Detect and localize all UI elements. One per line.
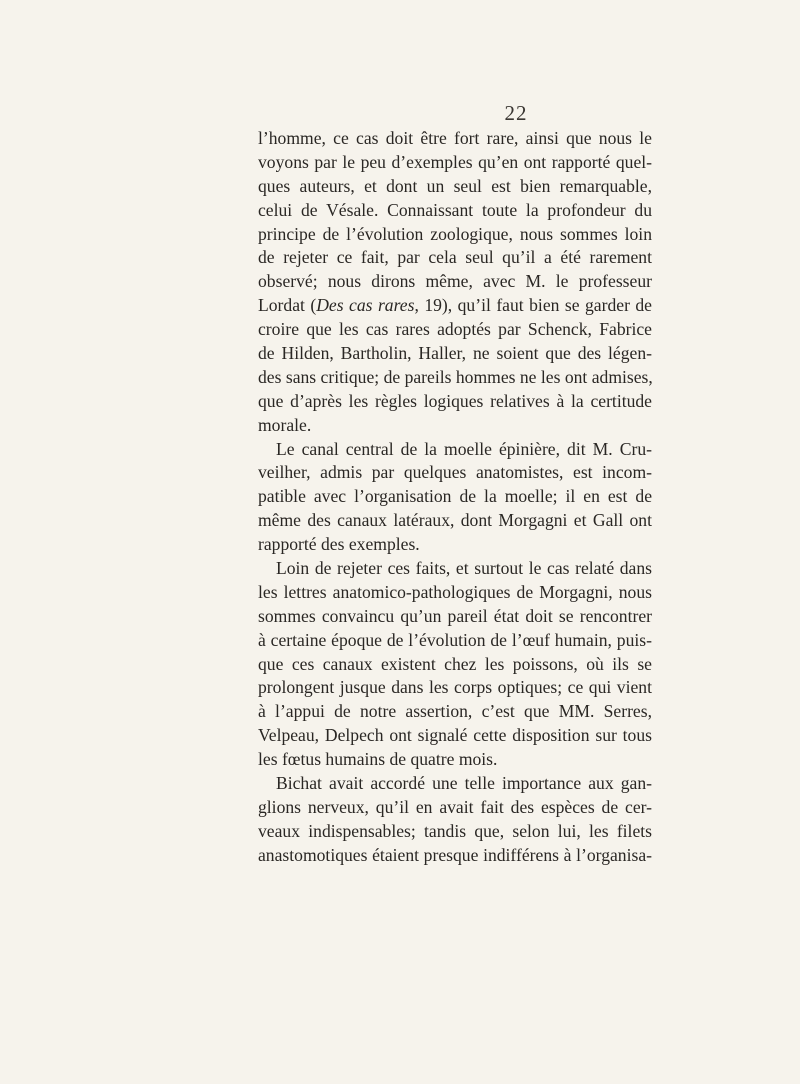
text-line: l’homme, ce cas doit être fort rare, ainsi que nous le [258,128,652,148]
paragraph-start-line: Le canal central de la moelle épinière, dit M. Cru- [276,438,652,459]
text-line: rapporté des exemples. [258,534,420,555]
citation-suffix: , 19), qu’il faut bien se garder de [414,295,652,316]
citation-title: Des cas rares [316,295,415,316]
text-line: à l’appui de notre assertion, c’est que MM. Serres, [258,701,652,722]
text-line: voyons par le peu d’exemples qu’en ont rapporté quel- [258,151,652,172]
text-line: Velpeau, Delpech ont signalé cette disposition sur tous [258,725,652,746]
text-line: les lettres anatomico-pathologiques de Morgagni, nous [258,581,652,602]
text-line: ques auteurs, et dont un seul est bien remarquable, [258,175,652,196]
text-line: les fœtus humains de quatre mois. [258,749,498,770]
page-number: 22 [504,101,528,125]
text-line: que ces canaux existent chez les poissons, où ils se [258,653,652,674]
text-line: observé; nous dirons même, avec M. le professeur [258,271,652,292]
text-line: de Hilden, Bartholin, Haller, ne soient que des légen- [258,343,652,364]
body-text [258,127,652,868]
text-line: veaux indispensables; tandis que, selon lui, les filets [258,820,652,841]
text-line: de rejeter ce fait, par cela seul qu’il a été rarement [258,247,652,268]
text-line: même des canaux latéraux, dont Morgagni et Gall ont [258,510,652,531]
paragraph-start-line: Loin de rejeter ces faits, et surtout le cas relaté dans [276,558,652,579]
text-line: morale. [258,414,312,435]
text-line: anastomotiques étaient presque indifférens à l’organisa- [258,844,652,865]
citation-prefix: Lordat ( [258,295,317,316]
text-line: des sans critique; de pareils hommes ne les ont admises, [258,366,653,387]
text-line: patible avec l’organisation de la moelle; il en est de [258,486,652,507]
text-line: principe de l’évolution zoologique, nous sommes loin [258,223,652,244]
text-line: prolongent jusque dans les corps optiques; ce qui vient [258,677,652,698]
text-line: croire que les cas rares adoptés par Schenck, Fabrice [258,319,652,340]
text-line: veilher, admis par quelques anatomistes, est incom- [258,462,652,483]
paragraph-start-line: Bichat avait accordé une telle importance aux gan- [276,773,652,794]
text-line: glions nerveux, qu’il en avait fait des espèces de cer- [258,796,652,817]
text-line-with-citation [258,294,652,318]
text-line: à certaine époque de l’évolution de l’œuf humain, puis- [258,629,652,650]
text-line: sommes convaincu qu’un pareil état doit se rencontrer [258,605,652,626]
text-line: que d’après les règles logiques relatives à la certitude [258,390,652,411]
text-line: celui de Vésale. Connaissant toute la profondeur du [258,199,652,220]
